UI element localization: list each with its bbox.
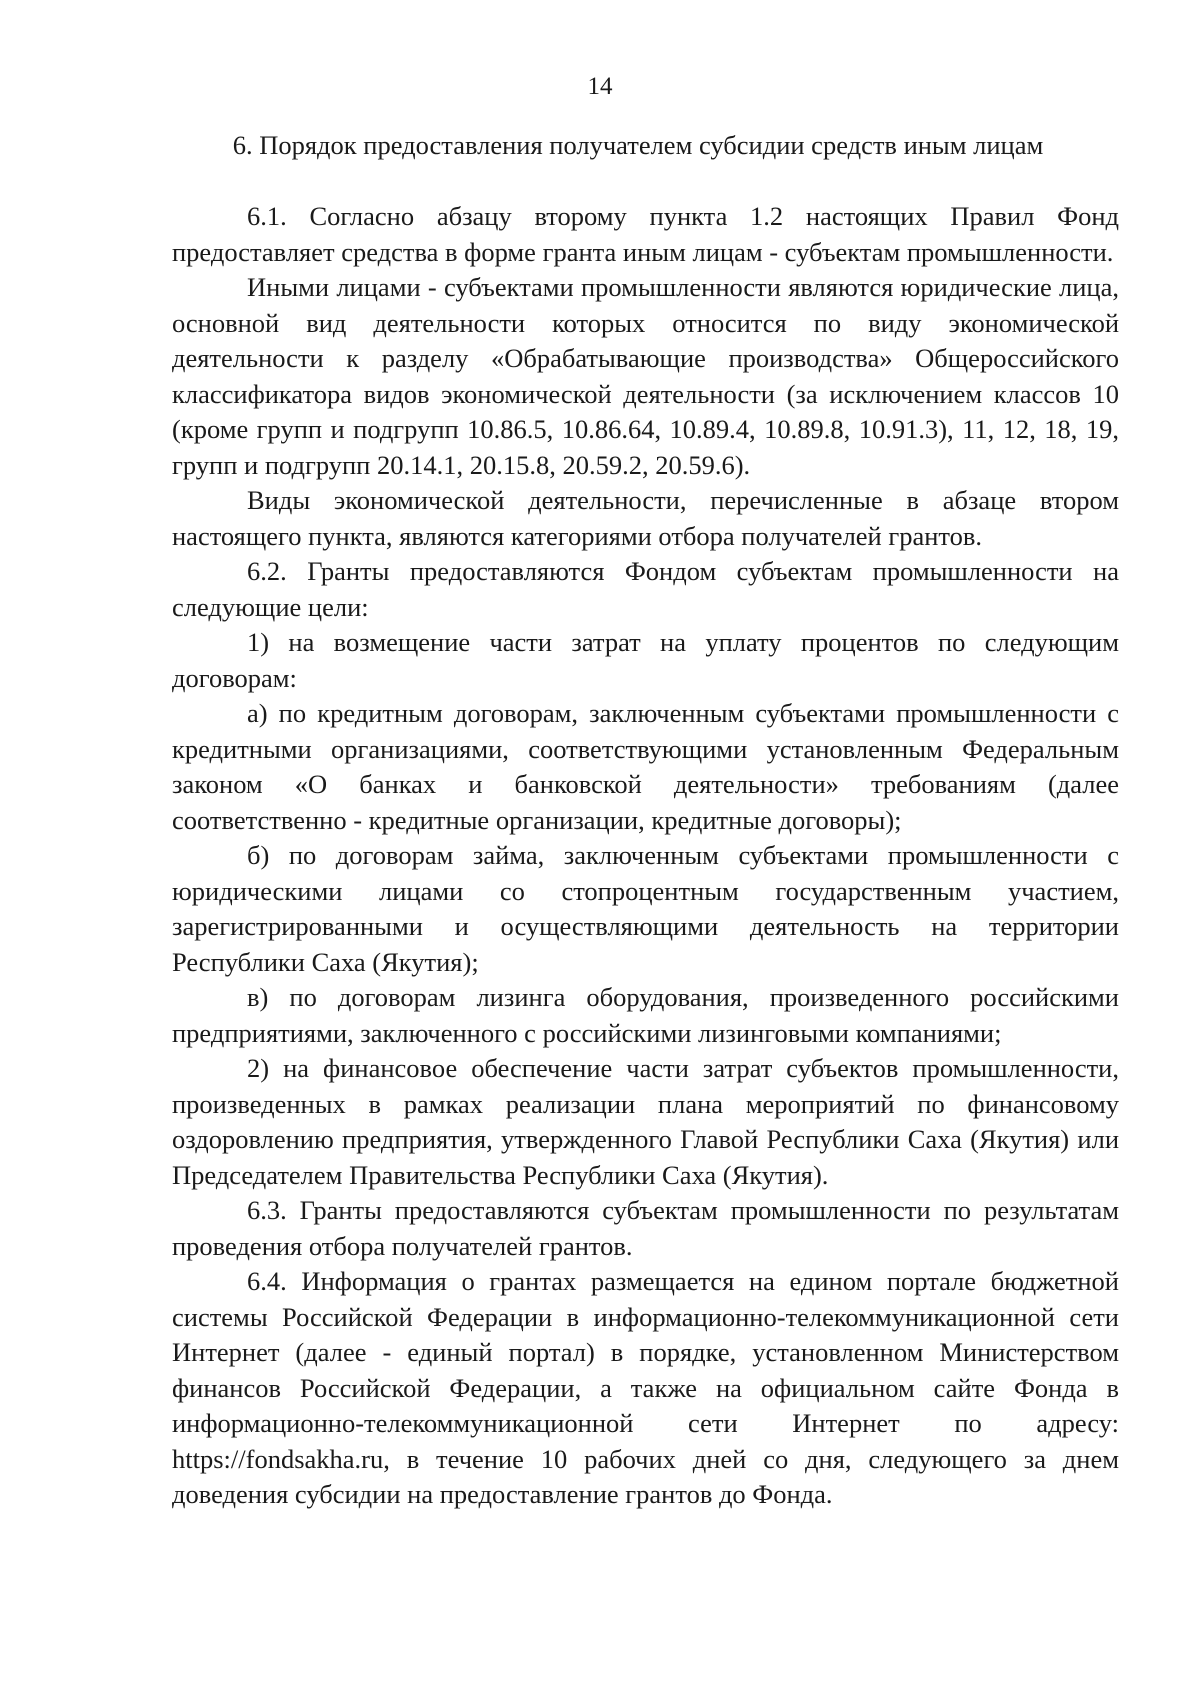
paragraph-6-4: 6.4. Информация о грантах размещается на едином портале бюджетной системы Российской Федерации в информационно-телекоммуникационной сети Интернет (далее - единый портал) в порядке, установленном Министерством финансов Российской Федерации, а также на официальном сайте Фонда в информационно-телекоммуникационной сети Интернет по адресу: https://fondsakha.ru, в течение 10 рабочих дней со дня, следующего за днем доведения субсидии на предоставление грантов до Фонда. (172, 1266, 1119, 1509)
paragraph-item-b: б) по договорам займа, заключенным субъектами промышленности с юридическими лицами со стопроцентным государственным участием, зарегистрированными и осуществляющими деятельность на территории Республики Саха (Якутия); (172, 840, 1119, 977)
paragraph-item-1: 1) на возмещение части затрат на уплату процентов по следующим договорам: (172, 627, 1119, 693)
paragraph-6-3: 6.3. Гранты предоставляются субъектам промышленности по результатам проведения отбора получателей грантов. (172, 1195, 1119, 1261)
paragraph-6-2: 6.2. Гранты предоставляются Фондом субъектам промышленности на следующие цели: (172, 556, 1119, 622)
page-number: 14 (587, 73, 613, 100)
paragraph-item-v: в) по договорам лизинга оборудования, произведенного российскими предприятиями, заключенного с российскими лизинговыми компаниями; (172, 982, 1119, 1048)
section-title: 6. Порядок предоставления получателем субсидии средств иным лицам (232, 130, 1044, 160)
paragraph-6-1: 6.1. Согласно абзацу второму пункта 1.2 настоящих Правил Фонд предоставляет средства в форме гранта иным лицам - субъектам промышленности. (172, 201, 1119, 267)
paragraph-item-a: а) по кредитным договорам, заключенным субъектами промышленности с кредитными организациями, соответствующими установленным Федеральным законом «О банках и банковской деятельности» требованиям (далее соответственно - кредитные организации, кредитные договоры); (172, 698, 1119, 835)
document-body (172, 199, 1119, 1513)
paragraph-item-2: 2) на финансовое обеспечение части затрат субъектов промышленности, произведенных в рамках реализации плана мероприятий по финансовому оздоровлению предприятия, утвержденного Главой Республики Саха (Якутия) или Председателем Правительства Республики Саха (Якутия). (172, 1053, 1119, 1190)
paragraph-activity-types: Виды экономической деятельности, перечисленные в абзаце втором настоящего пункта, являются категориями отбора получателей грантов. (172, 485, 1119, 551)
paragraph-other-persons: Иными лицами - субъектами промышленности являются юридические лица, основной вид деятельности которых относится по виду экономической деятельности к разделу «Обрабатывающие производства» Общероссийского классификатора видов экономической деятельности (за исключением классов 10 (кроме групп и подгрупп 10.86.5, 10.86.64, 10.89.4, 10.89.8, 10.91.3), 11, 12, 18, 19, групп и подгрупп 20.14.1, 20.15.8, 20.59.2, 20.59.6). (172, 272, 1119, 480)
